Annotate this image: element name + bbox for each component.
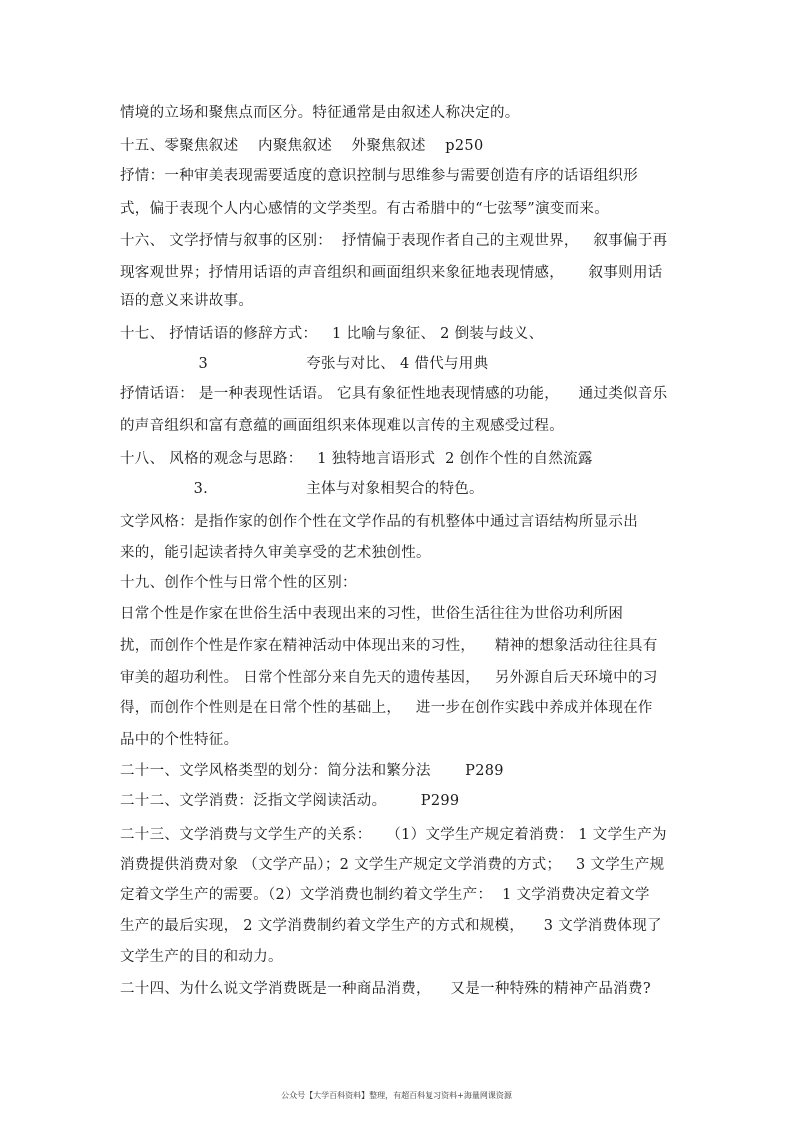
- text-line: 语的意义来讲故事。: [120, 293, 254, 309]
- text-line: 生产的最后实现， 2 文学消费制约着文学生产的方式和规模， 3 文学消费体现了: [120, 918, 662, 934]
- text-line: 定着文学生产的需要。（2）文学消费也制约着文学生产： 1 文学消费决定着文学: [120, 887, 650, 903]
- text-line: 二十四、为什么说文学消费既是一种商品消费， 又是一种特殊的精神产品消费?: [120, 981, 651, 997]
- text-line: 抒情：一种审美表现需要适度的意识控制与思维参与需要创造有序的话语组织形: [120, 168, 638, 184]
- text-line: 文学风格：是指作家的创作个性在文学作品的有机整体中通过言语结构所显示出: [120, 514, 638, 530]
- text-line: 十七、 抒情话语的修辞方式： 1 比喻与象征、 2 倒装与歧义、: [120, 326, 544, 342]
- page-footer: 公众号【大学百科资料】整理，有超百科复习资料+海量网课资源: [281, 1091, 512, 1100]
- text-line: 3 夸张与对比、 4 借代与用典: [120, 356, 489, 372]
- text-line: 日常个性是作家在世俗生活中表现出来的习性，世俗生活往往为世俗功利所困: [120, 606, 624, 622]
- text-line: 扰，而创作个性是作家在精神活动中体现出来的习性， 精神的想象活动往往具有: [120, 638, 658, 654]
- text-line: 得，而创作个性则是在日常个性的基础上， 进一步在创作实践中养成并体现在作: [120, 700, 653, 716]
- text-line: 品中的个性特征。: [120, 732, 239, 748]
- text-line: 十八、 风格的观念与思路： 1 独特地言语形式 2 创作个性的自然流露: [120, 451, 593, 467]
- text-line: 十五、零聚焦叙述 内聚焦叙述 外聚焦叙述 p250: [120, 138, 484, 154]
- text-line: 的声音组织和富有意蕴的画面组织来体现难以言传的主观感受过程。: [120, 418, 564, 434]
- text-line: 审美的超功利性。 日常个性部分来自先天的遗传基因， 另外源自后天环境中的习: [120, 670, 658, 686]
- text-line: 二十二、文学消费：泛指文学阅读活动。 P299: [120, 793, 460, 809]
- text-line: 十九、创作个性与日常个性的区别：: [120, 575, 357, 591]
- text-line: 十六、 文学抒情与叙事的区别： 抒情偏于表现作者自己的主观世界， 叙事偏于再: [120, 233, 668, 249]
- text-line: 现客观世界；抒情用话语的声音组织和画面组织来象征地表现情感， 叙事则用话: [120, 265, 663, 281]
- text-line: 式，偏于表现个人内心感情的文学类型。有古希腊中的“七弦琴”演变而来。: [120, 201, 610, 217]
- text-line: 消费提供消费对象 （文学产品）；2 文学生产规定文学消费的方式； 3 文学生产规: [120, 857, 665, 873]
- text-line: 情境的立场和聚焦点而区分。特征通常是由叙述人称决定的。: [120, 105, 520, 121]
- text-line: 二十三、文学消费与文学生产的关系： （1）文学生产规定着消费： 1 文学生产为: [120, 827, 667, 843]
- text-line: 来的，能引起读者持久审美享受的艺术独创性。: [120, 545, 431, 561]
- text-line: 抒情话语： 是一种表现性话语。 它具有象征性地表现情感的功能， 通过类似音乐: [120, 386, 668, 402]
- text-line: 3. 主体与对象相契合的特色。: [120, 481, 484, 497]
- text-line: 文学生产的目的和动力。: [120, 949, 283, 965]
- text-line: 二十一、文学风格类型的划分：简分法和繁分法 P289: [120, 763, 504, 779]
